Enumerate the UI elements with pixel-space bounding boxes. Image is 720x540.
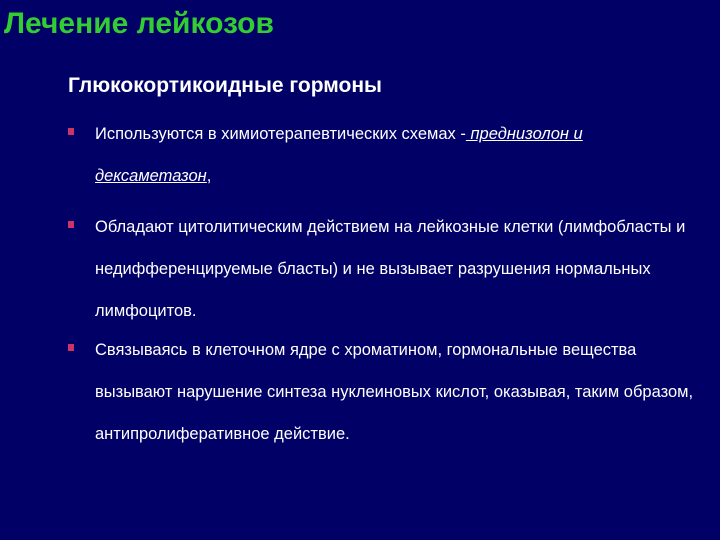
bullet-item-mechanism xyxy=(95,329,695,455)
bullet-item-cytolytic xyxy=(95,206,695,332)
bullet-text: Используются в химиотерапевтических схемах - xyxy=(95,125,466,143)
bullet-text: Связываясь в клеточном ядре с хроматином, гормональные вещества вызывают нарушение синтеза нуклеиновых кислот, оказывая, таким образом, антипролиферативное действие. xyxy=(95,341,694,443)
bullet-marker-icon xyxy=(68,344,74,351)
slide-subtitle: Глюкокортикоидные гормоны xyxy=(68,74,382,97)
bullet-text-end: , xyxy=(206,167,212,185)
bullet-marker-icon xyxy=(68,128,74,135)
bullet-marker-icon xyxy=(68,221,74,228)
bullet-item-usage xyxy=(95,113,695,197)
slide-title: Лечение лейкозов xyxy=(4,7,274,40)
bullet-text: Обладают цитолитическим действием на лейкозные клетки (лимфобласты и недифференцируемые бласты) и не вызывает разрушения нормальных лимфоцитов. xyxy=(95,218,686,320)
drug-names: преднизолон и дексаметазон xyxy=(95,125,583,185)
